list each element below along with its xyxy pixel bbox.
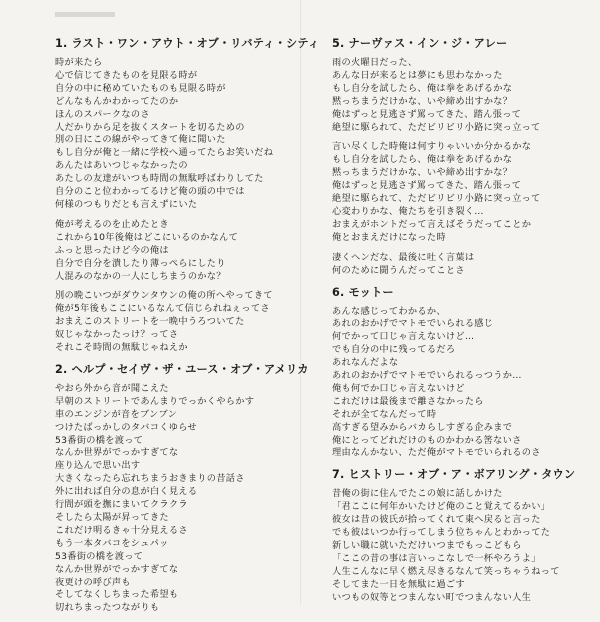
lyric-line: 「ここの昔の事は言いっこなしで一杯やろうよ」 <box>332 552 541 564</box>
lyric-line: 53番街の橋を渡って <box>55 550 144 562</box>
lyric-line: 俺はずっと見逃さず罵ってきた、踏ん張って <box>332 180 522 192</box>
lyric-line: 何のために闘うんだってことさ <box>332 264 465 276</box>
song-title: 1. ラスト・ワン・アウト・オブ・リバティ・シティ <box>55 37 320 50</box>
lyric-line: あれなんだよな <box>332 357 399 369</box>
lyric-stanza <box>332 488 600 604</box>
lyric-line: おまえこのストリートを一晩中うろついてた <box>55 316 245 328</box>
lyric-stanza <box>55 290 323 355</box>
lyric-line: ふっと思ったけど今の俺は <box>55 244 169 256</box>
lyric-line: 別の晩こいつがダウンタウンの俺の所へやってきて <box>55 290 273 302</box>
lyric-line: 何様のつもりだとも言えずにいた <box>55 198 198 210</box>
lyric-line: 俺も何でか口じゃ言えないけど <box>332 382 465 394</box>
lyric-line: 人生こんなに早く燃え尽きるなんて笑っちゃうねって <box>332 565 560 577</box>
lyric-line: やおら外から音が聞こえた <box>55 382 169 394</box>
lyric-line: どんなもんかわかってたのか <box>55 95 179 107</box>
song-section <box>55 36 323 355</box>
lyric-line: 車のエンジンが音をブンブン <box>55 408 178 420</box>
lyric-line: 昔俺の街に住んでたこの娘に話しかけた <box>332 488 503 500</box>
song-section <box>332 467 600 604</box>
lyric-line: 俺が考えるのを止めたとき <box>55 218 169 230</box>
lyric-line: 人だかりから足を抜くスタートを切るための <box>55 121 245 133</box>
song-title: 2. ヘルプ・セイヴ・ザ・ユース・オブ・アメリカ <box>55 362 309 376</box>
lyric-line: 言い尽くした時俺は何すりゃいいか分かるかな <box>332 141 532 153</box>
lyric-line: 人混みのなかの一人にしちまうのかな？ <box>55 270 226 282</box>
lyric-line: 俺とおまえだけになった時 <box>332 231 446 243</box>
lyric-line: そしたら太陽が昇ってきた <box>55 512 169 523</box>
lyric-line: 外に出れば自分の息が白く見える <box>55 486 198 498</box>
song-title: 6. モットー <box>332 285 394 299</box>
lyric-line: 俺にとってどれだけのものかわかる筈ないさ <box>332 434 522 446</box>
lyric-line: なんか世界がでっかすぎてな <box>55 563 179 575</box>
lyric-line: 大きくなったら忘れちまうおきまりの昔話さ <box>55 473 245 485</box>
lyric-line: 俺が5年後もここにいるなんて信じられねぇってさ <box>55 303 270 315</box>
lyric-line: 彼女は昔の彼氏が拾ってくれて東へ戻ると言った <box>332 514 541 526</box>
lyric-stanza <box>332 306 600 461</box>
lyric-line: あれのおかげでマトモでいられる感じ <box>332 318 494 330</box>
lyric-line: 自分で自分を潰したり薄っぺらにしたり <box>55 257 226 269</box>
lyric-line: 夜更けの呼び声も <box>55 576 131 588</box>
lyric-stanza <box>55 57 323 212</box>
lyric-line: でも自分の中に残ってるだろ <box>332 344 456 356</box>
lyric-line: 俺はずっと見逃さず罵ってきた、踏ん張って <box>332 108 522 120</box>
lyric-line: 心で信じてきたものを見限る時が <box>55 69 198 81</box>
song-title: 5. ナーヴァス・イン・ジ・アレー <box>332 37 508 50</box>
song-section <box>55 362 323 615</box>
faded-header-mark <box>55 12 115 17</box>
lyric-line: 新しい職に就いただけいつまでもっこどもら <box>332 540 522 551</box>
lyric-line: 切れちまったつながりも <box>55 602 160 614</box>
lyric-stanza <box>55 219 323 284</box>
lyric-line: おまえがホントだって言えばそうだってことか <box>332 218 532 230</box>
lyric-line: 理由なんかない、ただ俺がマトモでいられるのさ <box>332 447 541 459</box>
lyric-line: もし自分を試したら、俺は拳をあげるかな <box>332 154 513 166</box>
lyric-line: そしてなくしちまった希望も <box>55 589 179 601</box>
lyric-line: あたしの友達がいつも時間の無駄呼ばわりしてた <box>55 173 264 185</box>
left-column <box>55 36 323 622</box>
lyric-line: 黙っちまうだけかな、いや締め出すかな？ <box>332 95 513 107</box>
lyric-line: つけたばっかしのタバコくゆらせ <box>55 421 197 433</box>
lyric-line: 何でかって口じゃ言えないけど… <box>332 331 475 343</box>
lyric-line: ほんのスパークなのさ <box>55 108 150 120</box>
lyric-line: 奴じゃなかったっけ？ってさ <box>55 329 179 341</box>
lyric-line: それが全てなんだって時 <box>332 408 437 420</box>
lyric-line: これだけ明るきゃ十分見えるさ <box>55 524 188 536</box>
song-section <box>332 36 600 278</box>
lyric-line: 黙っちまうだけかな、いや締め出すかな？ <box>332 167 513 179</box>
lyric-line: そしてまた一日を無駄に過ごす <box>332 578 465 590</box>
lyric-stanza <box>332 141 600 244</box>
lyric-line: いつもの奴等とつまんない町でつまんない人生 <box>332 591 532 603</box>
lyric-line: 「君ここに何年かいたけど俺のこと覚えてるかい」 <box>332 501 551 513</box>
lyric-line: これだけは最後まで離さなかったら <box>332 395 484 407</box>
lyric-line: あれのおかげでマトモでいられるっつうか… <box>332 370 522 382</box>
lyric-line: 別の日にこの線がやってきて俺に聞いた <box>55 134 226 146</box>
lyric-line: でも彼はいつか行ってしまう位ちゃんとわかってた <box>332 527 551 539</box>
lyric-line: これから10年後俺はどこにいるのかなんて <box>55 231 239 243</box>
lyric-line: 自分の中に秘めていたものも見限る時が <box>55 82 226 94</box>
lyric-line: 座り込んで思い出す <box>55 460 141 472</box>
lyric-stanza <box>332 252 600 278</box>
lyric-line: もう一本タバコをシュパッ <box>55 537 169 549</box>
song-title: 7. ヒストリー・オブ・ア・ボアリング・タウン <box>332 468 576 482</box>
lyric-line: 早朝のストリートであんまりでっかくやらかす <box>55 395 255 407</box>
lyric-line: もし自分が俺と一緒に学校へ通ってたらお笑いだね <box>55 147 274 159</box>
lyric-line: 絶望に駆られて、ただビリビリ小路に突っ立って <box>332 121 541 133</box>
lyric-line: 行間が頭を撫にまいてクラクラ <box>55 499 188 511</box>
lyric-line: 53番街の橋を渡って <box>55 434 144 446</box>
lyric-line: 時が来たら <box>55 57 103 68</box>
right-column <box>332 36 600 612</box>
lyric-line: 自分のこと位わかってるけど俺の頭の中では <box>55 186 245 198</box>
lyric-stanza <box>55 383 323 615</box>
lyric-line: 絶望に駆られて、ただビリビリ小路に突っ立って <box>332 193 541 205</box>
lyric-stanza <box>332 57 600 134</box>
lyric-line: 高すぎる望みからバカらしすぎる企みまで <box>332 421 513 433</box>
lyric-line: あんな日が来るとは夢にも思わなかった <box>332 69 503 81</box>
lyric-line: 心変わりかな、俺たちを引き裂く… <box>332 205 484 217</box>
lyric-line: 雨の火曜日だった、 <box>332 57 418 68</box>
lyric-line: それこそ時間の無駄じゃねえか <box>55 342 188 354</box>
lyric-line: 凄くヘンだな、最後に吐く言葉は <box>332 251 475 263</box>
song-section <box>332 285 600 461</box>
lyric-line: なんか世界がでっかすぎてな <box>55 447 179 459</box>
lyric-line: あんな感じってわかるか、 <box>332 305 446 317</box>
lyric-line: もし自分を試したら、俺は拳をあげるかな <box>332 82 513 94</box>
lyric-line: あんたはあいつじゃなかったの <box>55 160 188 172</box>
